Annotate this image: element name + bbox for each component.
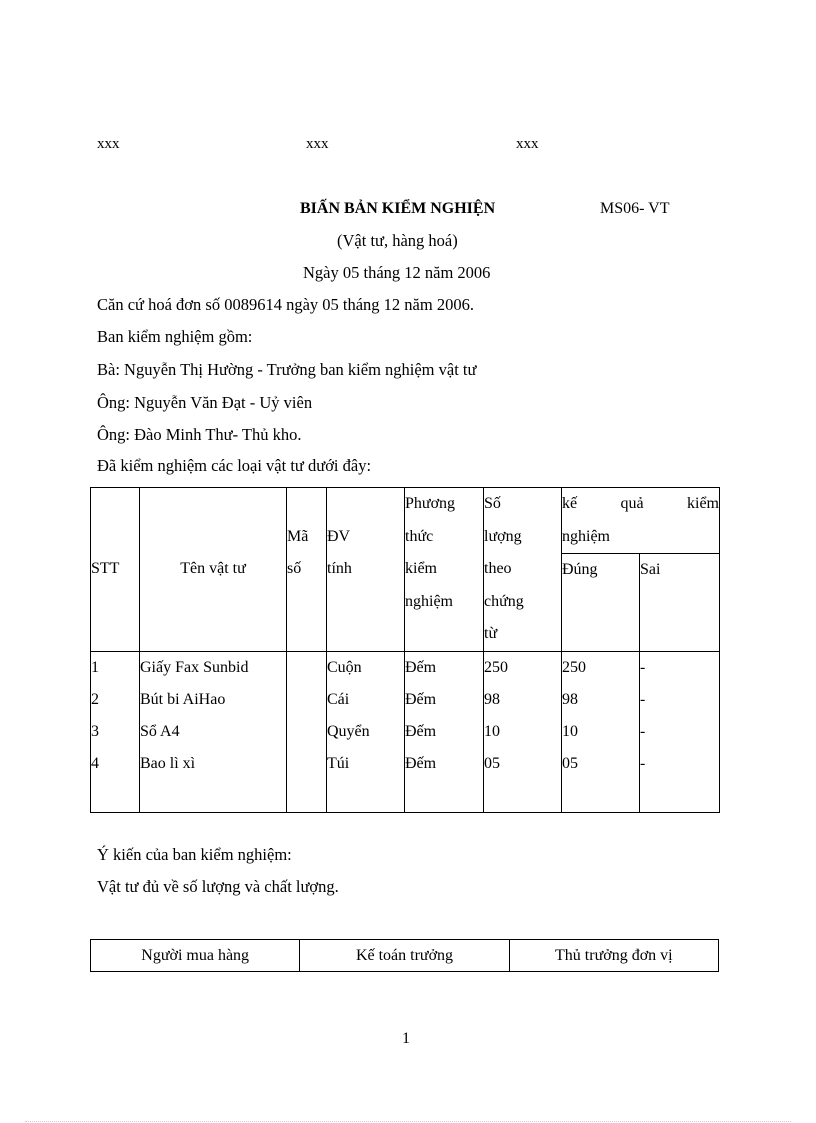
table-body-row bbox=[91, 651, 720, 812]
col-unit: Cuộn Cái Quyển Túi bbox=[327, 651, 405, 812]
signature-table bbox=[90, 939, 719, 972]
opinion-text: Vật tư đủ về số lượng và chất lượng. bbox=[97, 877, 339, 896]
signature-buyer: Người mua hàng bbox=[91, 940, 300, 972]
page-number: 1 bbox=[402, 1030, 410, 1047]
signature-chief-accountant: Kế toán trưởng bbox=[300, 940, 509, 972]
committee-member-1: Bà: Nguyễn Thị Hường - Trưởng ban kiểm nghiệm vật tư bbox=[97, 360, 477, 379]
header-center: xxx bbox=[306, 136, 329, 152]
form-code: MS06- VT bbox=[600, 200, 670, 217]
header-name: Tên vật tư bbox=[140, 488, 287, 652]
invoice-reference: Căn cứ hoá đơn số 0089614 ngày 05 tháng 12 năm 2006. bbox=[97, 295, 474, 314]
committee-label: Ban kiểm nghiệm gồm: bbox=[97, 327, 253, 346]
col-code bbox=[287, 651, 327, 812]
header-correct: Đúng bbox=[562, 554, 640, 652]
inspection-intro: Đã kiểm nghiệm các loại vật tư dưới đây: bbox=[97, 456, 372, 475]
document-date: Ngày 05 tháng 12 năm 2006 bbox=[303, 263, 491, 282]
table-header-row bbox=[91, 488, 720, 554]
header-result: kế quả kiểm nghiệm bbox=[562, 488, 720, 554]
header-left: xxx bbox=[97, 136, 120, 152]
page-bottom-rule bbox=[25, 1121, 791, 1122]
committee-member-2: Ông: Nguyễn Văn Đạt - Uỷ viên bbox=[97, 393, 313, 412]
header-unit: ĐV tính bbox=[327, 488, 405, 652]
header-quantity: Số lượng theo chứng từ bbox=[484, 488, 562, 652]
header-wrong: Sai bbox=[640, 554, 720, 652]
committee-member-3: Ông: Đào Minh Thư- Thủ kho. bbox=[97, 425, 302, 444]
document-title: BIẤN BẢN KIỂM NGHIỆN bbox=[300, 200, 496, 217]
header-code: Mã số bbox=[287, 488, 327, 652]
header-stt: STT bbox=[91, 488, 140, 652]
inspection-table bbox=[90, 487, 720, 813]
header-method: Phương thức kiểm nghiệm bbox=[405, 488, 484, 652]
col-quantity: 250 98 10 05 bbox=[484, 651, 562, 812]
document-subtitle: (Vật tư, hàng hoá) bbox=[337, 231, 458, 250]
header-right: xxx bbox=[516, 136, 539, 152]
col-wrong: - - - - bbox=[640, 651, 720, 812]
signature-unit-head: Thủ trưởng đơn vị bbox=[509, 940, 718, 972]
col-stt: 1 2 3 4 bbox=[91, 651, 140, 812]
col-correct: 250 98 10 05 bbox=[562, 651, 640, 812]
opinion-label: Ý kiến của ban kiểm nghiệm: bbox=[97, 845, 292, 864]
col-method: Đếm Đếm Đếm Đếm bbox=[405, 651, 484, 812]
col-name: Giấy Fax Sunbid Bút bi AiHao Sổ A4 Bao lì xì bbox=[140, 651, 287, 812]
